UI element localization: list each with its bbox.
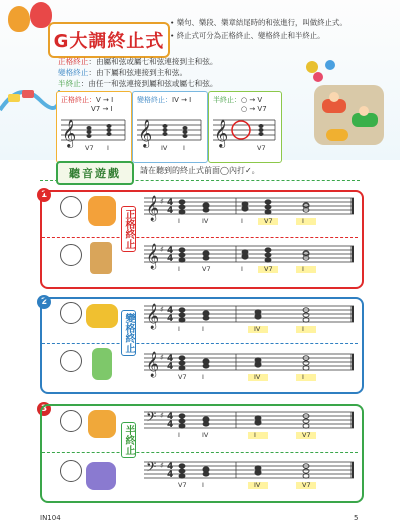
mini-staff-formula: ○ → V7	[241, 105, 267, 113]
bass-clef-icon: 𝄢	[146, 459, 157, 478]
section-label-authentic: 正格終止	[121, 206, 136, 252]
roman-numeral: I	[302, 373, 304, 381]
mini-staff-formula: ○ → V	[241, 96, 263, 104]
mini-staff-label: 半終止：	[213, 96, 241, 104]
bass-clef-icon: 𝄢	[146, 409, 157, 428]
roman-highlight	[296, 218, 316, 225]
time-signature-icon: 4	[167, 306, 174, 316]
answer-circle[interactable]	[60, 196, 82, 218]
mini-staff-formula: V7 → I	[91, 105, 113, 113]
roman-numeral: I	[241, 217, 243, 225]
roman-numeral: IV	[202, 217, 209, 225]
carousel-illustration	[296, 55, 400, 165]
roman-numeral-layer	[140, 190, 358, 500]
time-signature-icon: 4	[167, 354, 174, 364]
treble-clef-icon: 𝄞	[62, 119, 77, 147]
sharp-key-signature-icon: ♯	[160, 197, 164, 206]
definition-term: 半終止	[58, 79, 81, 88]
definition-term: 變格終止	[58, 68, 89, 77]
time-signature-icon: 4	[167, 412, 174, 422]
roman-numeral: I	[241, 265, 243, 273]
sharp-key-signature-icon: ♯	[160, 461, 164, 470]
roman-numeral: IV	[254, 325, 261, 333]
mini-staff-notation	[135, 116, 205, 160]
time-signature-icon: 4	[167, 206, 174, 216]
roman-numeral: V7	[202, 265, 211, 273]
page-title: G大調終止式	[48, 22, 170, 58]
time-signature-icon: 4	[167, 254, 174, 264]
roman-numeral: I	[107, 144, 109, 152]
footer-code: IN104	[40, 514, 61, 522]
listening-title: 聽音遊戲	[56, 161, 134, 185]
roman-numeral: I	[302, 217, 304, 225]
roman-numeral: V7	[264, 265, 273, 273]
answer-circle[interactable]	[60, 350, 82, 372]
time-signature-icon: 4	[167, 362, 174, 372]
roman-numeral: V7	[257, 144, 266, 152]
cat-car-illustration	[88, 196, 116, 226]
mini-staff-plagal	[132, 91, 208, 163]
cat-illustration	[88, 410, 116, 438]
time-signature-icon: 4	[167, 462, 174, 472]
roman-numeral: IV	[254, 373, 261, 381]
roman-numeral: I	[254, 431, 256, 439]
definition-text: ：由屬和弦或屬七和弦連接到主和弦。	[88, 57, 218, 66]
roman-numeral: V7	[178, 481, 187, 489]
roman-numeral: V7	[178, 373, 187, 381]
section-label-half: 半終止	[121, 422, 136, 458]
answer-circle[interactable]	[60, 302, 82, 324]
listening-instruction: 請在聽到的終止式前面◯內打✓。	[140, 166, 260, 175]
time-signature-icon: 4	[167, 246, 174, 256]
treble-clef-icon: 𝄞	[146, 196, 160, 221]
intro-bullet: • 終止式可分為正格終止、變格終止和半終止。	[170, 29, 370, 42]
bear-car-illustration	[86, 462, 116, 490]
roman-highlight	[296, 374, 316, 381]
treble-clef-icon: 𝄞	[146, 304, 160, 329]
roman-numeral: I	[202, 481, 204, 489]
definition-half	[58, 78, 217, 89]
time-signature-icon: 4	[167, 420, 174, 430]
intro-bullet: • 樂句、樂段、樂章結尾時的和弦進行，叫做終止式。	[170, 16, 370, 29]
mini-staff-authentic	[56, 91, 132, 163]
mini-staff-formula: V → I	[96, 96, 114, 104]
section-label-plagal: 變格終止	[121, 310, 136, 356]
roman-numeral: V7	[264, 217, 273, 225]
intro-bullets	[170, 16, 370, 42]
time-signature-icon: 4	[167, 470, 174, 480]
mini-staff-label: 變格終止：	[137, 96, 172, 104]
section-number-1: 1	[37, 188, 51, 202]
sharp-key-signature-icon: ♯	[160, 411, 164, 420]
roller-coaster-illustration	[0, 60, 60, 120]
treble-clef-icon: 𝄞	[138, 119, 153, 147]
definition-text: ：由任一和弦連接到屬和弦或屬七和弦。	[80, 79, 218, 88]
roman-numeral: I	[178, 325, 180, 333]
treble-clef-icon: 𝄞	[146, 244, 160, 269]
roman-numeral: I	[302, 325, 304, 333]
roman-highlight	[248, 432, 268, 439]
section-number-3: 3	[37, 402, 51, 416]
mini-staff-notation	[211, 116, 279, 160]
definition-plagal	[58, 67, 187, 78]
treble-clef-icon: 𝄞	[146, 352, 160, 377]
sharp-key-signature-icon: ♯	[160, 305, 164, 314]
sharp-key-signature-icon: ♯	[160, 353, 164, 362]
roman-highlight	[296, 326, 316, 333]
roman-highlight	[296, 266, 316, 273]
roman-numeral: IV	[202, 431, 209, 439]
mini-staff-formula: IV → I	[172, 96, 192, 104]
page-number: 5	[354, 514, 359, 522]
roman-numeral: I	[183, 144, 185, 152]
roman-numeral: IV	[254, 481, 261, 489]
mini-staff-label: 正格終止：	[61, 96, 96, 104]
definition-authentic	[58, 56, 217, 67]
treble-clef-icon: 𝄞	[214, 119, 229, 147]
definition-term: 正格終止	[58, 57, 89, 66]
answer-circle[interactable]	[60, 460, 82, 482]
answer-circle[interactable]	[60, 244, 82, 266]
time-signature-icon: 4	[167, 314, 174, 324]
mini-staff-notation	[59, 116, 129, 160]
monkey-illustration	[92, 348, 112, 380]
section-number-2: 2	[37, 295, 51, 309]
roman-numeral: V7	[85, 144, 94, 152]
roman-numeral: IV	[161, 144, 168, 152]
roman-numeral: I	[202, 325, 204, 333]
toy-car-illustration	[86, 304, 118, 328]
roman-numeral: I	[178, 217, 180, 225]
roman-numeral: V7	[302, 481, 311, 489]
sharp-key-signature-icon: ♯	[160, 245, 164, 254]
roman-numeral: I	[202, 373, 204, 381]
time-signature-icon: 4	[167, 198, 174, 208]
definition-text: ：由下屬和弦連接到主和弦。	[88, 68, 188, 77]
roman-numeral: I	[178, 431, 180, 439]
roman-numeral: I	[302, 265, 304, 273]
roman-numeral: V7	[302, 431, 311, 439]
answer-circle[interactable]	[60, 410, 82, 432]
roman-numeral: I	[178, 265, 180, 273]
mini-staff-half	[208, 91, 282, 163]
balloon-icon	[8, 6, 30, 32]
robot-illustration	[90, 242, 112, 274]
